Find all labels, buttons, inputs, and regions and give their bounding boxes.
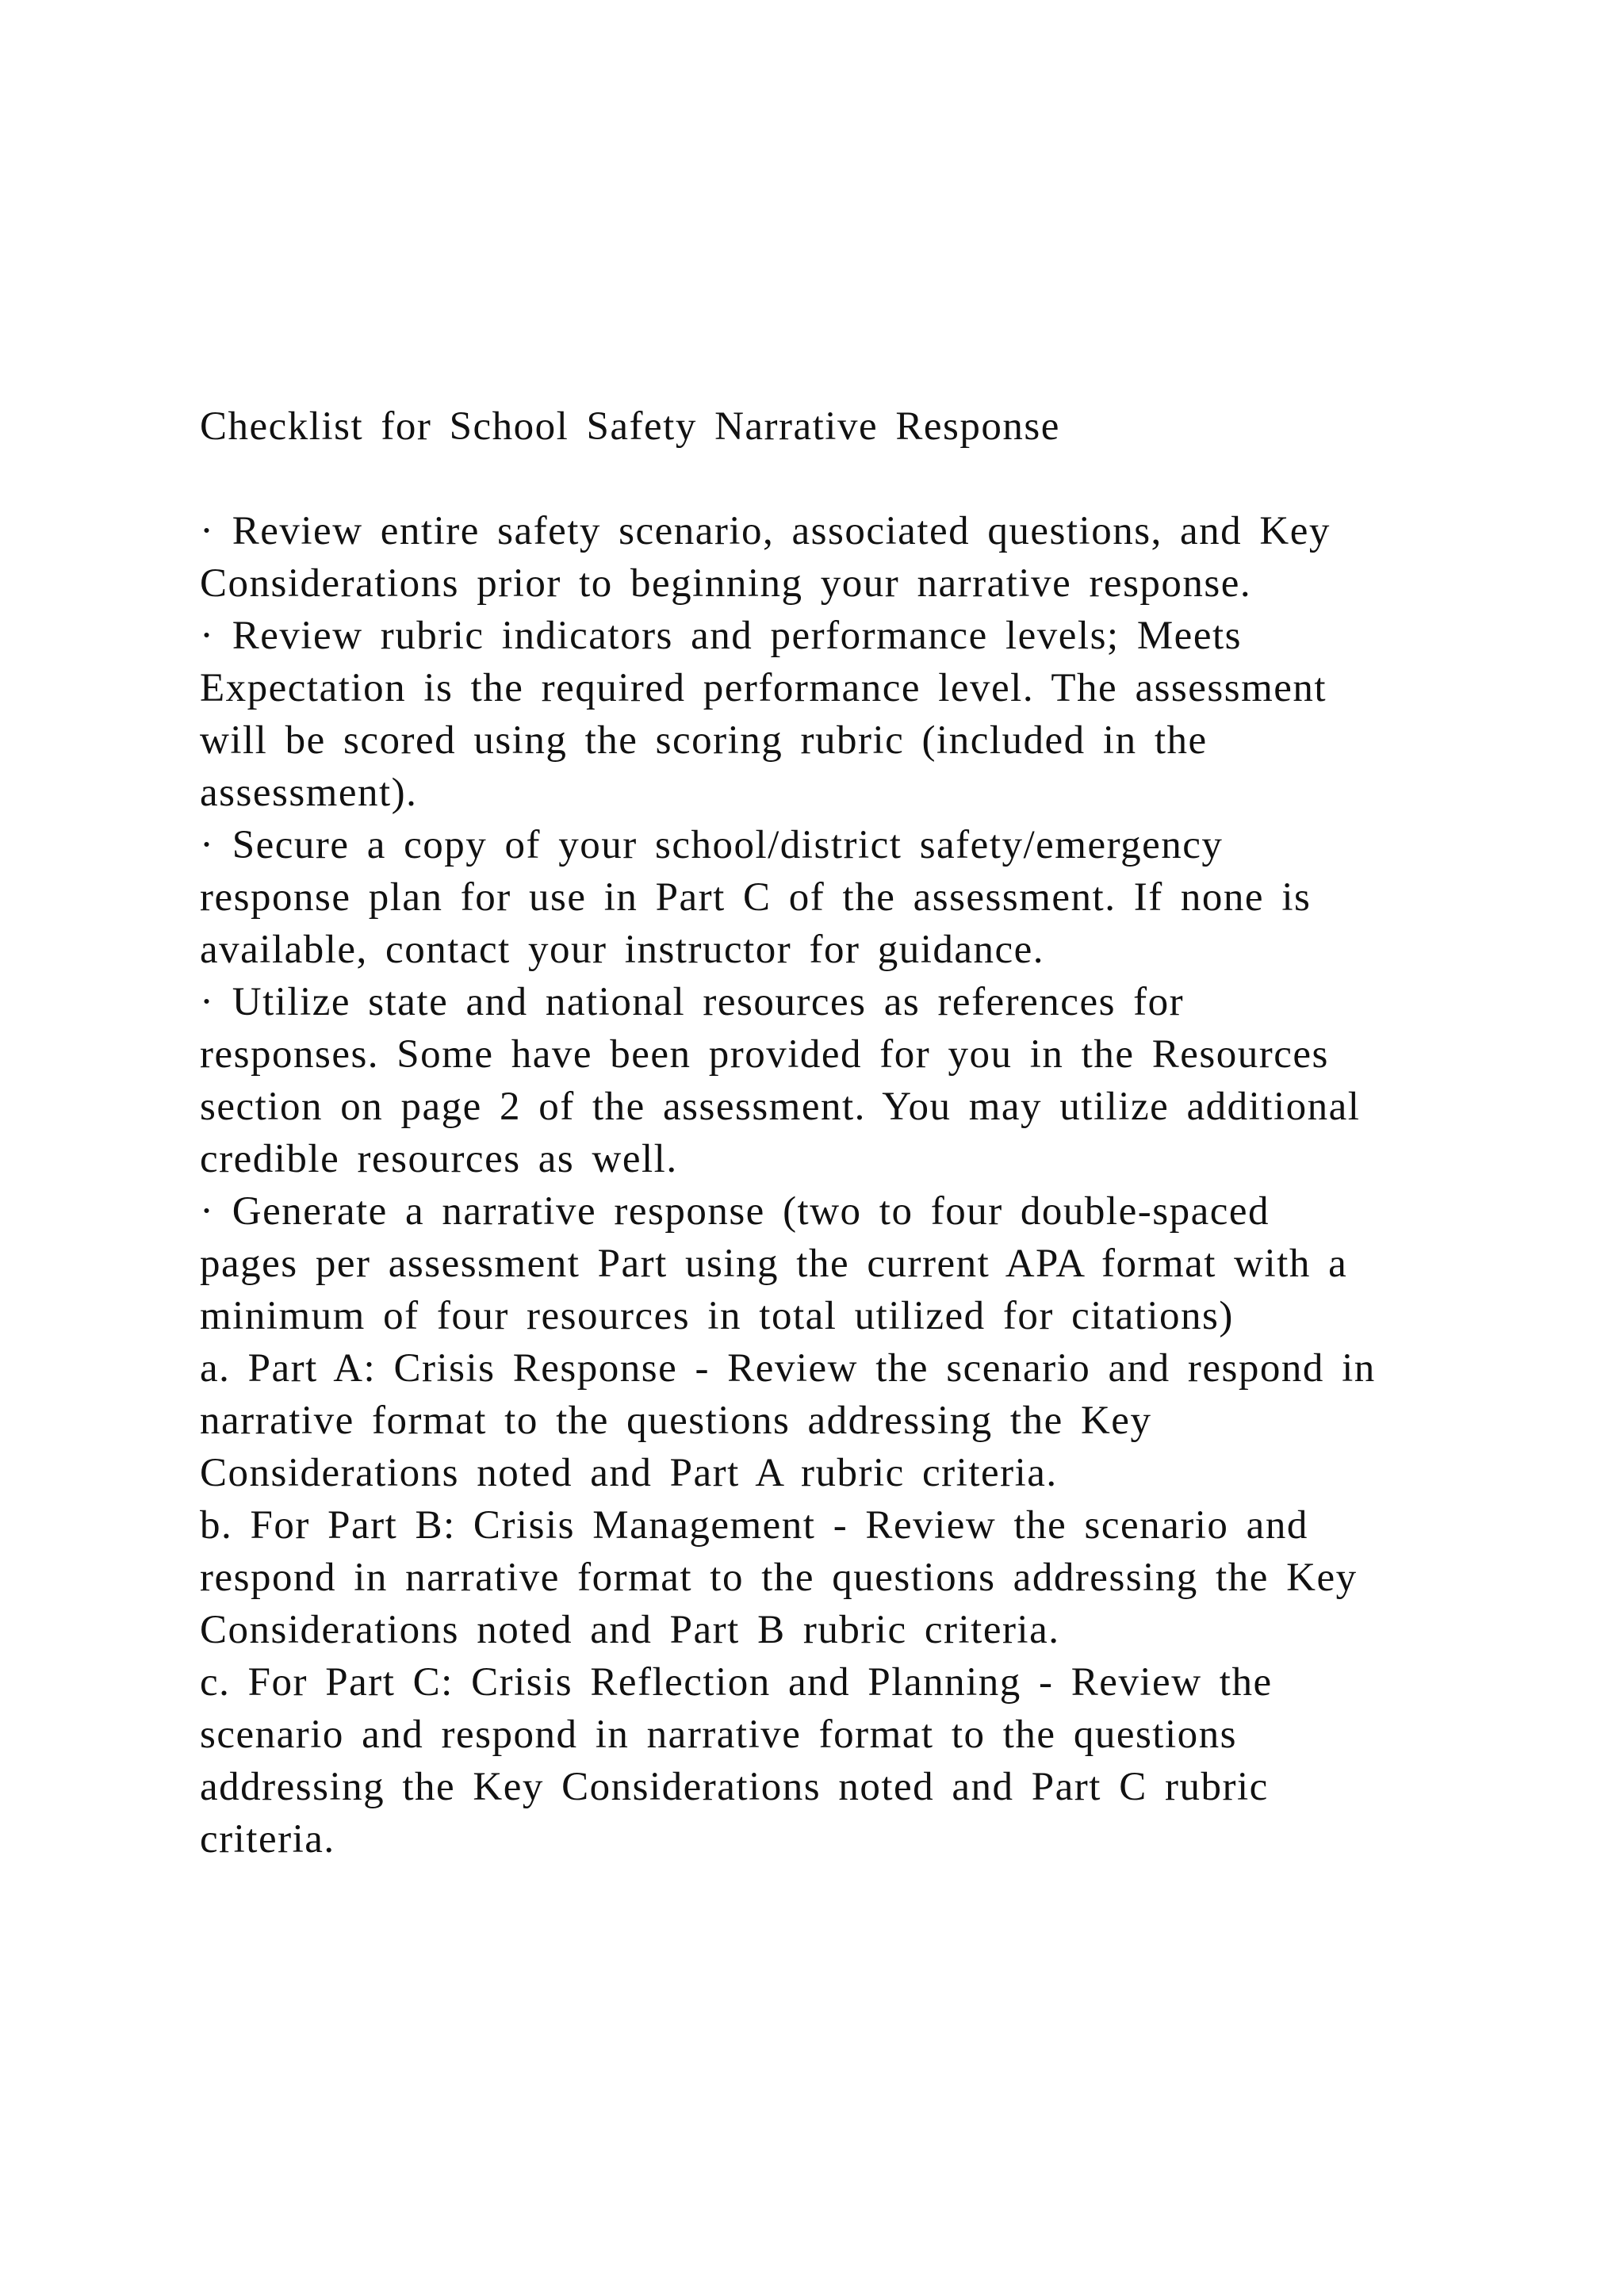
text-line: credible resources as well. xyxy=(200,1137,678,1181)
text-line: a. Part A: Crisis Response - Review the scenario and respond in xyxy=(200,1346,1376,1391)
text-line: addressing the Key Considerations noted and Part C rubric xyxy=(200,1765,1269,1809)
checklist-body xyxy=(200,505,1564,1866)
text-line: · Utilize state and national resources as references for xyxy=(200,980,1185,1024)
text-line: minimum of four resources in total utilized for citations) xyxy=(200,1294,1234,1338)
text-line: c. For Part C: Crisis Reflection and Planning - Review the xyxy=(200,1660,1273,1705)
text-line: assessment). xyxy=(200,771,418,815)
text-line: pages per assessment Part using the current APA format with a xyxy=(200,1242,1348,1286)
text-line: section on page 2 of the assessment. You may utilize additional xyxy=(200,1085,1361,1129)
text-line: scenario and respond in narrative format to the questions xyxy=(200,1712,1237,1757)
text-line: will be scored using the scoring rubric (included in the xyxy=(200,718,1208,763)
text-line: responses. Some have been provided for you in the Resources xyxy=(200,1032,1329,1077)
text-line: narrative format to the questions addressing the Key xyxy=(200,1399,1152,1443)
text-line: criteria. xyxy=(200,1817,335,1862)
text-line: Considerations noted and Part B rubric criteria. xyxy=(200,1608,1060,1652)
text-line: response plan for use in Part C of the assessment. If none is xyxy=(200,875,1312,920)
text-line: · Generate a narrative response (two to four double-spaced xyxy=(200,1189,1270,1234)
text-line: b. For Part B: Crisis Management - Review the scenario and xyxy=(200,1503,1308,1548)
document-title: Checklist for School Safety Narrative Response xyxy=(200,404,1060,449)
text-line: · Secure a copy of your school/district safety/emergency xyxy=(200,823,1224,867)
document-page xyxy=(200,400,1564,1866)
text-line: respond in narrative format to the questions addressing the Key xyxy=(200,1556,1358,1600)
text-line: Considerations prior to beginning your narrative response. xyxy=(200,561,1252,606)
text-line: Considerations noted and Part A rubric criteria. xyxy=(200,1451,1058,1495)
text-line: Expectation is the required performance level. The assessment xyxy=(200,666,1327,710)
text-line: available, contact your instructor for guidance. xyxy=(200,928,1045,972)
text-line: · Review rubric indicators and performance levels; Meets xyxy=(200,614,1242,658)
text-line: · Review entire safety scenario, associated questions, and Key xyxy=(200,509,1331,553)
